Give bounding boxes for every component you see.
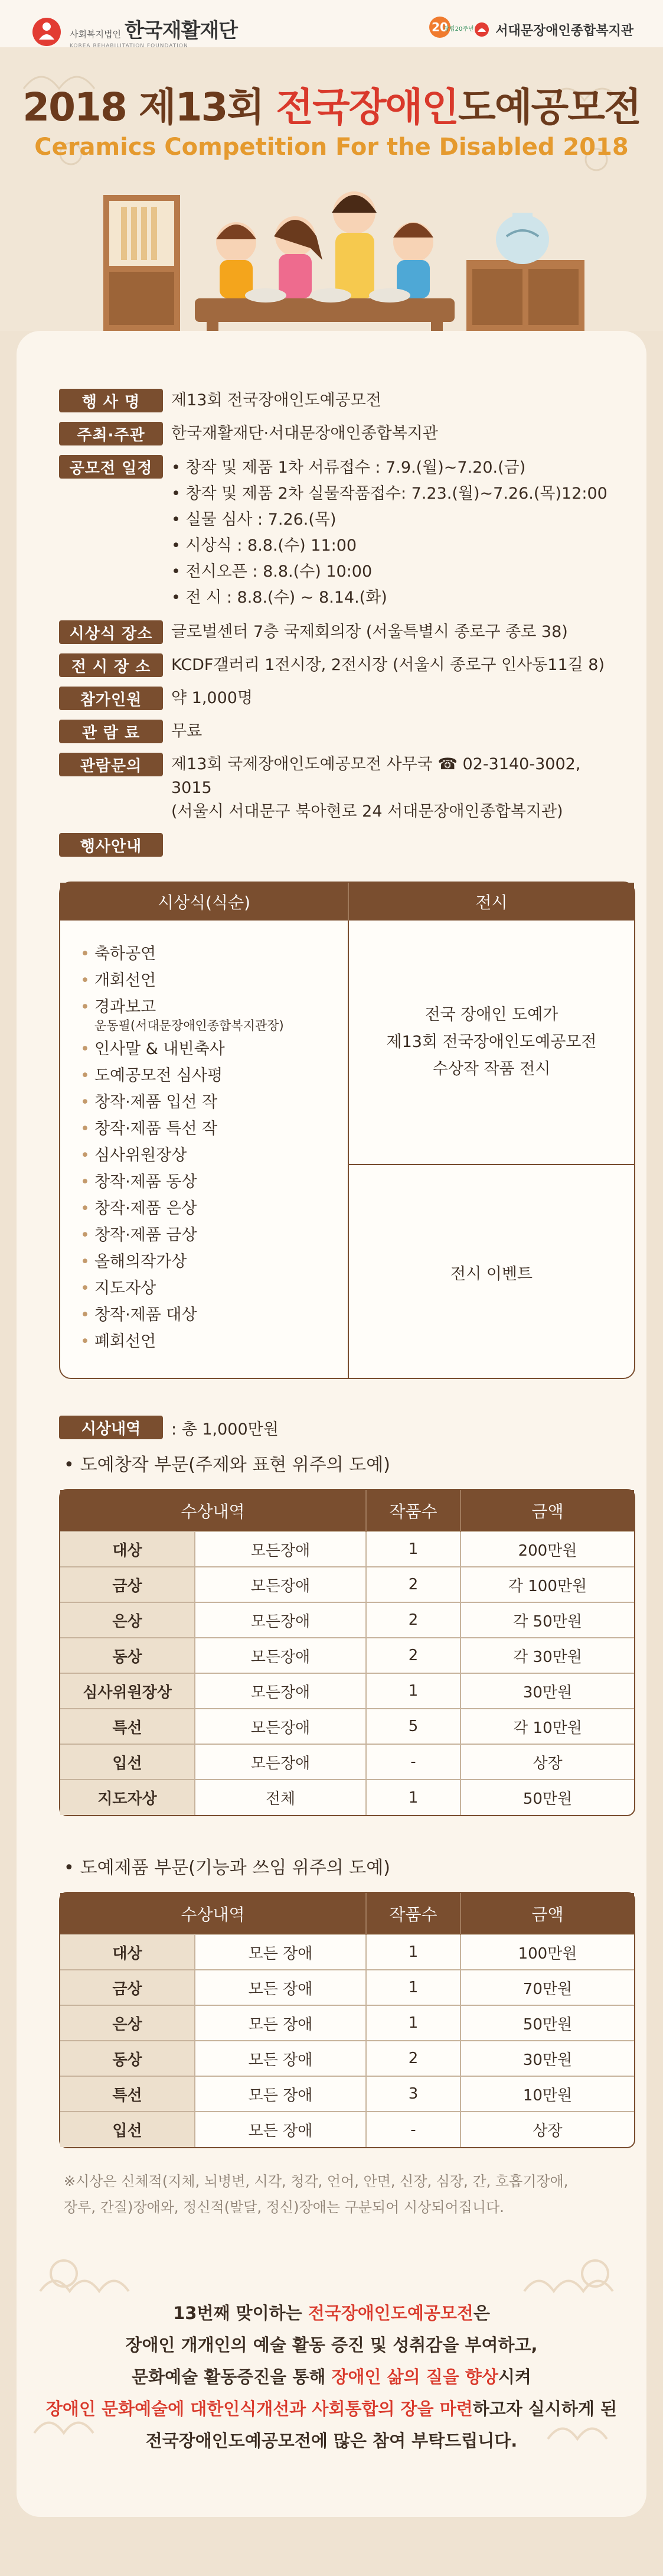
award-amount: 30만원 xyxy=(460,2041,634,2076)
info-row-admission xyxy=(59,720,626,743)
title-highlight: 전국장애인 xyxy=(276,84,458,130)
header xyxy=(0,0,663,331)
award-rank: 동상 xyxy=(60,1638,195,1673)
award-amount: 각 50만원 xyxy=(460,1602,634,1638)
info-row-schedule xyxy=(59,455,626,611)
info-label: 관람문의 xyxy=(59,753,163,776)
program-item: • 심사위원장상 xyxy=(80,1146,187,1165)
exhibition-description xyxy=(349,921,634,1165)
info-row-event-name xyxy=(59,389,626,412)
award-row xyxy=(60,1970,634,2005)
award-row xyxy=(60,1780,634,1815)
award-rank: 대상 xyxy=(60,1934,195,1970)
right-cabinet-icon xyxy=(466,213,584,331)
award-category: 모든 장애 xyxy=(195,2076,366,2112)
note-line: ※시상은 신체적(지체, 뇌병변, 시각, 청각, 언어, 안면, 신장, 심장, 간, 호흡기장애, xyxy=(64,2173,569,2190)
info-row-inquiry xyxy=(59,753,626,824)
award-header: 수상내역 xyxy=(60,1490,366,1531)
award-category: 모든장애 xyxy=(195,1602,366,1638)
info-label: 행 사 명 xyxy=(59,389,163,412)
program-item: • 인사말 & 내빈축사 xyxy=(80,1040,225,1058)
award-amount: 각 30만원 xyxy=(460,1638,634,1673)
award-rank: 특선 xyxy=(60,1709,195,1744)
pottery-illustration xyxy=(0,171,663,331)
award-amount: 상장 xyxy=(460,1744,634,1780)
foundation-logo xyxy=(31,14,237,49)
award-count: 2 xyxy=(366,1567,460,1602)
award-count: 1 xyxy=(366,1934,460,1970)
program-item: • 창작·제품 금상 xyxy=(80,1226,197,1244)
award-row xyxy=(60,1638,634,1673)
award-rank: 은상 xyxy=(60,2005,195,2041)
award-count: 1 xyxy=(366,2005,460,2041)
anniversary-number: 20 xyxy=(432,20,449,34)
welfare-center-name: 서대문장애인종합복지관 xyxy=(495,23,633,38)
info-label: 관 람 료 xyxy=(59,720,163,743)
award-rank: 동상 xyxy=(60,2041,195,2076)
award-rank: 지도자상 xyxy=(60,1780,195,1815)
award-amount: 10만원 xyxy=(460,2076,634,2112)
closing-section xyxy=(17,2238,646,2474)
prize-label: 시상내역 xyxy=(59,1416,163,1439)
foundation-mark-icon xyxy=(31,16,63,48)
schedule-list xyxy=(163,455,608,611)
award-category: 모든장애 xyxy=(195,1567,366,1602)
info-row-program-guide xyxy=(59,833,626,857)
inquiry-address: (서울시 서대문구 북아현로 24 서대문장애인종합복지관) xyxy=(171,802,563,821)
program-item: • 도예공모전 심사평 xyxy=(80,1066,223,1085)
event-info-table xyxy=(59,389,626,866)
award-row xyxy=(60,1567,634,1602)
info-row-ceremony-venue xyxy=(59,620,626,644)
program-item: • 폐회선언 xyxy=(80,1332,156,1351)
info-value: 글로벌센터 7층 국제회의장 (서울특별시 종로구 종로 38) xyxy=(171,623,568,641)
prize-summary xyxy=(59,1416,279,1439)
award-rank: 은상 xyxy=(60,1602,195,1638)
award-count: 2 xyxy=(366,1602,460,1638)
content-card xyxy=(17,331,646,2517)
award-count: 1 xyxy=(366,1531,460,1567)
foundation-english-name: KOREA REHABILITATION FOUNDATION xyxy=(70,43,188,49)
award-rank: 입선 xyxy=(60,1744,195,1780)
program-list xyxy=(60,921,348,1379)
award-count: - xyxy=(366,2112,460,2147)
info-label: 시상식 장소 xyxy=(59,620,163,644)
award-note xyxy=(64,2168,607,2220)
exhibition-header: 전시 xyxy=(348,883,634,921)
info-value: 약 1,000명 xyxy=(171,689,253,707)
note-line: 장루, 간질)장애와, 정신적(발달, 정신)장애는 구분되어 시상되어집니다. xyxy=(64,2199,504,2216)
left-shelf-icon xyxy=(103,195,180,331)
award-category: 모든장애 xyxy=(195,1638,366,1673)
info-label: 전 시 장 소 xyxy=(59,653,163,677)
award-row xyxy=(60,1602,634,1638)
award-rank: 입선 xyxy=(60,2112,195,2147)
program-item: • 창작·제품 특선 작 xyxy=(80,1120,218,1138)
award-amount: 50만원 xyxy=(460,2005,634,2041)
inquiry-contact: 제13회 국제장애인도예공모전 사무국 ☎ 02-3140-3002, 3015 xyxy=(171,755,581,797)
program-header: 시상식(식순) xyxy=(157,893,251,912)
page-subtitle: Ceramics Competition For the Disabled 2018 xyxy=(34,134,629,161)
award-count: 2 xyxy=(366,2041,460,2076)
creative-section-title: • 도예창작 부문(주제와 표현 위주의 도예) xyxy=(64,1455,390,1475)
info-row-participants xyxy=(59,687,626,710)
info-value xyxy=(163,753,626,824)
award-rank: 심사위원장상 xyxy=(60,1673,195,1709)
title-suffix: 도예공모전 xyxy=(458,84,641,130)
program-item: • 경과보고 운동필(서대문장애인종합복지관장) xyxy=(80,998,284,1033)
schedule-item: • 시상식 : 8.8.(수) 11:00 xyxy=(171,536,357,555)
program-item: • 창작·제품 동상 xyxy=(80,1173,197,1191)
award-row xyxy=(60,1709,634,1744)
award-amount: 50만원 xyxy=(460,1780,634,1815)
schedule-item: • 창작 및 제품 1차 서류접수 : 7.9.(월)~7.20.(금) xyxy=(171,458,526,477)
program-item: • 창작·제품 대상 xyxy=(80,1306,197,1324)
exhibition-line: 제13회 전국장애인도예공모전 xyxy=(386,1033,597,1051)
award-rank: 금상 xyxy=(60,1567,195,1602)
count-header: 작품수 xyxy=(366,1893,460,1934)
foundation-small-label: 사회복지법인 xyxy=(70,29,121,40)
exhibition-line: 수상작 작품 전시 xyxy=(432,1060,551,1078)
award-count: 3 xyxy=(366,2076,460,2112)
schedule-item: • 전 시 : 8.8.(수) ~ 8.14.(화) xyxy=(171,588,387,607)
info-label: 행사안내 xyxy=(59,833,163,857)
award-category: 모든장애 xyxy=(195,1673,366,1709)
award-rank: 대상 xyxy=(60,1531,195,1567)
info-label: 주최·주관 xyxy=(59,422,163,445)
info-value: 제13회 전국장애인도예공모전 xyxy=(171,391,381,409)
award-count: 1 xyxy=(366,1780,460,1815)
award-category: 모든장애 xyxy=(195,1709,366,1744)
program-item: • 축하공연 xyxy=(80,945,156,963)
award-row xyxy=(60,2041,634,2076)
award-amount: 30만원 xyxy=(460,1673,634,1709)
creative-award-table xyxy=(59,1489,635,1816)
award-category: 전체 xyxy=(195,1780,366,1815)
program-item: • 개회선언 xyxy=(80,971,156,990)
anniversary-badge-icon xyxy=(427,13,474,46)
award-row xyxy=(60,1744,634,1780)
program-item: • 창작·제품 입선 작 xyxy=(80,1093,218,1111)
info-label: 참가인원 xyxy=(59,687,163,710)
award-category: 모든 장애 xyxy=(195,2112,366,2147)
award-row xyxy=(60,2112,634,2147)
schedule-item: • 창작 및 제품 2차 실물작품접수: 7.23.(월)~7.26.(목)12:00 xyxy=(171,484,608,503)
product-section-title: • 도예제품 부문(기능과 쓰임 위주의 도예) xyxy=(64,1858,390,1878)
info-value: 무료 xyxy=(171,722,203,740)
program-table xyxy=(59,882,635,1379)
info-value: KCDF갤러리 1전시장, 2전시장 (서울시 종로구 인사동11길 8) xyxy=(171,656,605,674)
info-row-exhibition-venue xyxy=(59,653,626,677)
award-amount: 200만원 xyxy=(460,1531,634,1567)
program-item: • 지도자상 xyxy=(80,1279,156,1297)
award-amount: 상장 xyxy=(460,2112,634,2147)
count-header: 작품수 xyxy=(366,1490,460,1531)
award-category: 모든 장애 xyxy=(195,1970,366,2005)
prize-total: : 총 1,000만원 xyxy=(171,1420,279,1439)
schedule-item: • 실물 심사 : 7.26.(목) xyxy=(171,510,337,529)
info-label: 공모전 일정 xyxy=(59,455,163,479)
welfare-center-logo xyxy=(427,13,633,46)
page-title xyxy=(0,76,663,132)
award-row xyxy=(60,2005,634,2041)
award-header: 수상내역 xyxy=(60,1893,366,1934)
award-category: 모든 장애 xyxy=(195,2041,366,2076)
award-amount: 100만원 xyxy=(460,1934,634,1970)
award-category: 모든장애 xyxy=(195,1744,366,1780)
exhibition-event: 전시 이벤트 xyxy=(450,1264,533,1283)
award-row xyxy=(60,1673,634,1709)
award-row xyxy=(60,2076,634,2112)
award-count: - xyxy=(366,1744,460,1780)
info-value: 한국재활재단·서대문장애인종합복지관 xyxy=(171,424,438,443)
award-rank: 특선 xyxy=(60,2076,195,2112)
award-category: 모든 장애 xyxy=(195,1934,366,1970)
title-prefix: 2018 제13회 xyxy=(22,84,276,130)
program-item: • 창작·제품 은상 xyxy=(80,1199,197,1218)
award-rank: 금상 xyxy=(60,1970,195,2005)
award-count: 1 xyxy=(366,1970,460,2005)
award-amount: 70만원 xyxy=(460,1970,634,2005)
award-count: 5 xyxy=(366,1709,460,1744)
award-amount: 각 10만원 xyxy=(460,1709,634,1744)
schedule-item: • 전시오픈 : 8.8.(수) 10:00 xyxy=(171,562,373,581)
info-row-host xyxy=(59,422,626,445)
award-count: 2 xyxy=(366,1638,460,1673)
children-icon xyxy=(216,191,433,303)
product-award-table xyxy=(59,1892,635,2148)
amount-header: 금액 xyxy=(460,1893,634,1934)
foundation-name: 한국재활재단 xyxy=(124,19,238,43)
amount-header: 금액 xyxy=(460,1490,634,1531)
welfare-center-mark-icon xyxy=(474,22,489,37)
award-row xyxy=(60,1934,634,1970)
anniversary-text: 창립20주년 xyxy=(443,26,474,32)
program-item: • 올해의작가상 xyxy=(80,1253,187,1271)
award-row xyxy=(60,1531,634,1567)
award-count: 1 xyxy=(366,1673,460,1709)
award-amount: 각 100만원 xyxy=(460,1567,634,1602)
award-category: 모든장애 xyxy=(195,1531,366,1567)
exhibition-line: 전국 장애인 도예가 xyxy=(424,1006,559,1024)
award-category: 모든 장애 xyxy=(195,2005,366,2041)
closing-message: 13번째 맞이하는 전국장애인도예공모전은 장애인 개개인의 예술 활동 증진 및 성취감을 부여하고, 문화예술 활동증진을 통해 장애인 삶의 질을 향상시켜 장애인 문화예술에 대한인식개선과 사회통합의 장을 마련하고자 실시하게 된 전국장애인도예공모전에 많은 참여 부탁드립니다. xyxy=(45,2303,618,2451)
